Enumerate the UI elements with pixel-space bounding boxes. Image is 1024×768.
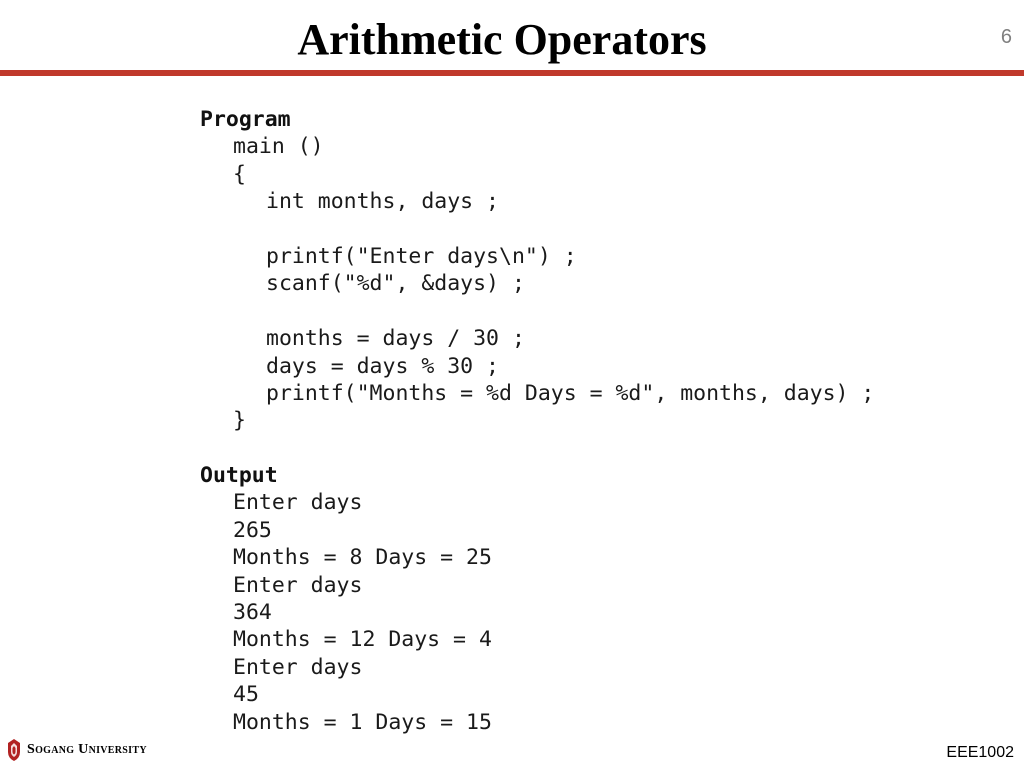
program-line: months = days / 30 ; <box>266 326 525 352</box>
code-listing <box>200 106 874 736</box>
program-line: main () <box>233 134 324 160</box>
section-spacer <box>200 435 874 462</box>
program-heading: Program <box>200 107 291 132</box>
output-line: Enter days <box>233 572 363 598</box>
output-line: Enter days <box>233 490 363 516</box>
output-line: Months = 12 Days = 4 <box>233 627 492 653</box>
output-line: Months = 8 Days = 25 <box>233 545 492 571</box>
slide-number: 6 <box>1000 26 1012 48</box>
program-line: printf("Enter days\n") ; <box>266 243 577 269</box>
course-code: EEE1002 <box>946 744 1014 761</box>
university-logo <box>6 738 147 762</box>
university-seal-icon <box>6 738 22 762</box>
program-line: scanf("%d", &days) ; <box>266 271 525 297</box>
output-line: 45 <box>233 682 259 708</box>
output-line: 364 <box>233 600 272 626</box>
slide-title: Arithmetic Operators <box>297 15 707 64</box>
program-blank-line <box>200 216 874 243</box>
program-line: } <box>233 408 246 434</box>
program-blank-line <box>200 298 874 325</box>
output-heading: Output <box>200 463 278 489</box>
program-line: int months, days ; <box>266 189 499 215</box>
program-line: { <box>233 161 246 187</box>
program-line: days = days % 30 ; <box>266 353 499 379</box>
output-line: Enter days <box>233 654 363 680</box>
output-line: 265 <box>233 517 272 543</box>
university-name: Sogang University <box>27 742 147 757</box>
program-line: printf("Months = %d Days = %d", months, days) ; <box>266 380 875 406</box>
output-line: Months = 1 Days = 15 <box>233 709 492 735</box>
title-divider <box>0 70 1024 76</box>
